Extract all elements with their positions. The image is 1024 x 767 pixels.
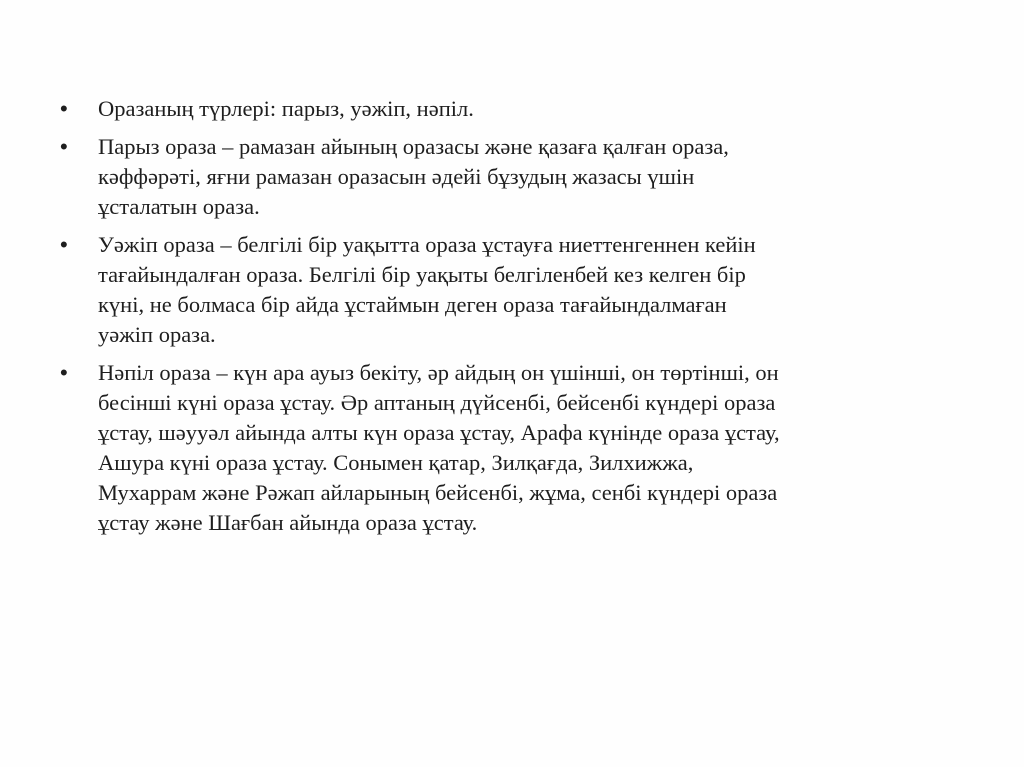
bullet-line: ұстау және Шағбан айында ораза ұстау. bbox=[98, 510, 478, 535]
bullet-line: Ашура күні ораза ұстау. Сонымен қатар, Зилқағда, Зилхижжа, bbox=[98, 450, 694, 475]
bullet-item-obligatory-fast bbox=[58, 132, 978, 222]
bullet-line: бесінші күні ораза ұстау. Әр аптаның дүйсенбі, бейсенбі күндері ораза bbox=[98, 390, 776, 415]
bullet-icon: • bbox=[60, 96, 68, 121]
bullet-line: ұстау, шәууәл айында алты күн ораза ұстау, Арафа күнінде ораза ұстау, bbox=[98, 420, 780, 445]
bullet-icon: • bbox=[60, 134, 68, 159]
bullet-line: Оразаның түрлері: парыз, уәжіп, нәпіл. bbox=[98, 96, 474, 121]
bullet-line: уәжіп ораза. bbox=[98, 322, 216, 347]
bullet-line: Уәжіп ораза – белгілі бір уақытта ораза ұстауға ниеттенгеннен кейін bbox=[98, 232, 756, 257]
bullet-line: тағайындалған ораза. Белгілі бір уақыты белгіленбей кез келген бір bbox=[98, 262, 746, 287]
bullet-line: ұсталатын ораза. bbox=[98, 194, 260, 219]
bullet-line: Мухаррам және Рәжап айларының бейсенбі, жұма, сенбі күндері ораза bbox=[98, 480, 778, 505]
bullet-item-voluntary-fast bbox=[58, 358, 978, 538]
bullet-line: кәффәрәті, яғни рамазан оразасын әдейі бұзудың жазасы үшін bbox=[98, 164, 695, 189]
bullet-icon: • bbox=[60, 232, 68, 257]
bullet-line: Парыз ораза – рамазан айының оразасы және қазаға қалған ораза, bbox=[98, 134, 729, 159]
bullet-icon: • bbox=[60, 360, 68, 385]
bullet-line: Нәпіл ораза – күн ара ауыз бекіту, әр айдың он үшінші, он төртінші, он bbox=[98, 360, 779, 385]
bullet-item-vow-fast bbox=[58, 230, 978, 350]
bullet-line: күні, не болмаса бір айда ұстаймын деген ораза тағайындалмаған bbox=[98, 292, 727, 317]
bullet-item-types bbox=[58, 94, 978, 124]
bullet-list bbox=[58, 94, 978, 546]
